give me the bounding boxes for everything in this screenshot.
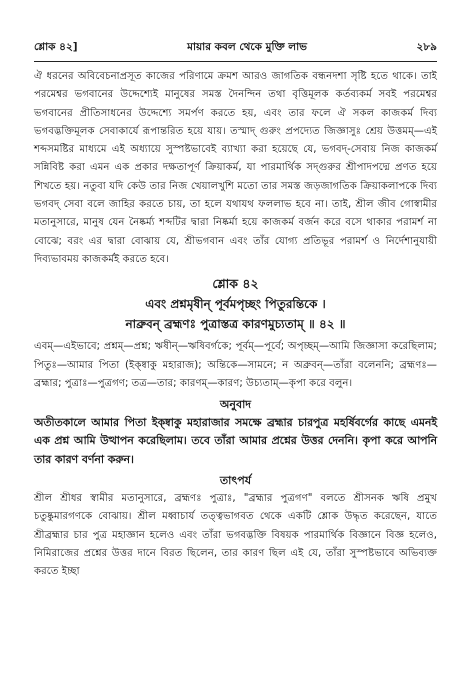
verse-title: শ্লোক ৪২ [212, 276, 259, 292]
purport-heading: তাৎপর্য [219, 474, 252, 488]
preceding-paragraph: ঐ ধরনের অবিবেচনাপ্রসূত কাজের পরিণামে ক্রমশ আরও জাগতিক বন্ধনদশা সৃষ্টি হতে থাকে। তাই পরমেশ্বর ভগবানের উদ্দেশ্যেই মানুষের সমস্ত দৈনন্দিন তথা বৃত্তিমূলক কর্তব্যকর্ম সবই পরমেশ্বর ভগবানের প্রীতিসাধনের উদ্দেশ্যে সমর্পণ করতে হয়, এবং তার ফলে ঐ সকল কাজকর্ম দিব্য ভগবদ্ভক্তিমূলক সেবাকার্যে রূপান্তরিত হয়ে যায়। তস্মাদ্‌ গুরুং প্রপদ্যেত জিজ্ঞাসুঃ শ্রেয় উত্তমম্‌—এই শব্দসমষ্টির মাধ্যমে এই অধ্যায়ে সুস্পষ্টভাবেই ব্যাখ্যা করা হয়েছে যে, ভগবদ্‌-সেবায় নিজ কাজকর্ম সন্নিবিষ্ট করা এমন এক প্রকার দক্ষতাপূর্ণ ক্রিয়াকর্ম, যা পারমার্থিক সদ্‌গুরুর শ্রীপাদপদ্মে প্রণত হয়ে শিখতে হয়। নতুবা যদি কেউ তার নিজ খেয়ালখুশি মতো তার সমস্ত জড়জাগতিক ক্রিয়াকলাপকে দিব্য ভগবদ্‌ সেবা বলে জাহির করতে চায়, তা হলে যথাযথ ফললাভ হবে না। তাই, শ্রীল জীব গোস্বামীর মতানুসারে, মানুষ যেন নৈষ্কর্ম্য শব্দটির দ্বারা নিষ্কর্মা হয়ে কাজকর্ম বর্জন করে বসে থাকার পরামর্শ না বোঝে; বরং এর দ্বারা বোঝায় যে, শ্রীভগবান এবং তাঁর যোগ্য প্রতিভূর পরামর্শ ও নির্দেশানুযায়ী দিব্যভাবময় কাজকর্মই করতে হবে। [34, 71, 437, 265]
translation-heading: অনুবাদ [219, 398, 252, 412]
purport-text: শ্রীল শ্রীধর স্বামীর মতানুসারে, ব্রহ্মণঃ পুত্রাঃ, "ব্রহ্মার পুত্রগণ" বলতে শ্রীসনক ঋষি প্রমুখ চতুষ্কুমারগণকে বোঝায়। শ্রীল মধ্বাচার্য তত্ত্বভাগবত থেকে একটি শ্লোক উদ্ধৃত করেছেন, যাতে শ্রীব্রহ্মার চার পুত্র মহাজ্ঞান হলেও এবং তাঁরা ভগবদ্ভক্তি বিষয়ক পারমার্থিক বিজ্ঞানে বিজ্ঞ হলেও, নিমিরাজের প্রশ্নের উত্তর দানে বিরত ছিলেন, তার কারণ ছিল এই যে, তাঁরা সুস্পষ্টভাবে অভিব্যক্ত করতে ইচ্ছা [34, 493, 437, 578]
translation-text: অতীতকালে আমার পিতা ইক্ষ্বাকু মহারাজার সমক্ষে ব্রহ্মার চারপুত্র মহর্ষিবর্গের কাছে এমনই এক প্রশ্ন আমি উত্থাপন করেছিলাম। তবে তাঁরা আমার প্রশ্নের উত্তর দেননি। কৃপা করে আপনি তার কারণ বর্ণনা করুন। [34, 416, 437, 466]
book-page [34, 40, 437, 582]
verse-line-1: এবং প্রশ্নমৃষীন্‌ পূর্বমপৃচ্ছং পিতুরন্তিকে । [145, 297, 326, 312]
word-synonyms: এবম্‌—এইভাবে; প্রশ্নম্‌—প্রশ্ন; ঋষীন্‌—ঋষিবর্গকে; পূর্বম্‌—পূর্বে; অপৃচ্ছম্‌—আমি জিজ্ঞাসা করেছিলাম; পিতুঃ—আমার পিতা (ইক্ষ্বাকু মহারাজ); অন্তিকে—সামনে; ন অব্রুবন্‌—তাঁরা বলেননি; ব্রহ্মণঃ—ব্রহ্মার; পুত্রাঃ—পুত্রগণ; তত্র—তার; কারণম্‌—কারণ; উচ্যতাম্‌—কৃপা করে বলুন। [34, 341, 437, 389]
running-header [34, 40, 437, 61]
page-number: ২৮৯ [416, 41, 437, 53]
verse-line-2: নাব্রুবন্‌ ব্রহ্মণঃ পুত্রাস্তত্র কারণমুচ্যতাম্‌ ॥ ৪২ ॥ [125, 317, 346, 332]
header-verse-ref: শ্লোক ৪২] [34, 41, 78, 53]
header-chapter-title: মায়ার কবল থেকে মুক্তি লাভ [187, 41, 307, 53]
header-divider [34, 61, 437, 62]
